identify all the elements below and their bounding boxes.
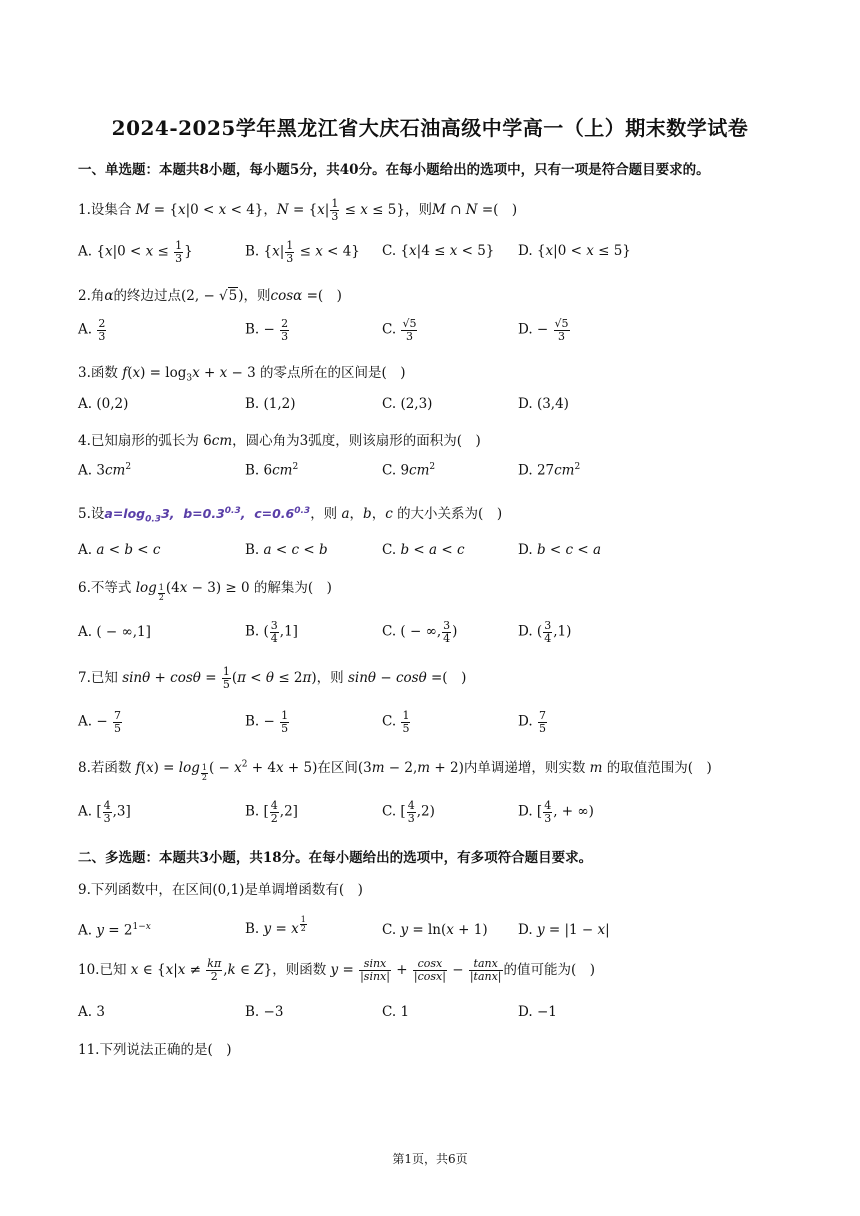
question-7: 7.已知 sinθ + cosθ = $\frac{1}{5}$ (π < θ ≤ 2π)，则 sinθ − cosθ =( ) (78, 665, 467, 691)
q3-option-b[interactable]: B. (1,2) (245, 396, 296, 412)
q7-option-c[interactable]: C. $\frac{1}{5}$ (382, 709, 410, 735)
q7-option-a[interactable]: A. − $\frac{7}{5}$ (78, 709, 121, 735)
question-10: 10.已知 x ∈ {x|x ≠ $\frac{k\pi}{2}$ ,k ∈ Z}，则函数 y = $\frac{\sin x}{|\sin x|}$ + $\frac{\cos x}{|\cos x|}$ − $\frac{\tan x}{|\tan x|}$ 的值可能为( ) (78, 957, 596, 983)
q6-option-c[interactable]: C. ( − ∞, $\frac{3}{4}$ ) (382, 619, 458, 645)
question-8: 8.若函数 f(x) = log $_{\frac{1}{2}}$ ( − $x^2 + 4x + 5$)在区间(3m − 2,m + 2)内单调递增，则实数 m 的取值范围为( ) (78, 759, 712, 782)
q2-option-d[interactable]: D. − $\frac{√5}{3}$ (518, 317, 569, 343)
q8-option-c[interactable]: C. [ $\frac{4}{3}$ ,2) (382, 799, 435, 825)
q5-option-c[interactable]: C. b < a < c (382, 542, 465, 558)
question-5: 5.设$a=\log_{0.3}3$, $b=0.3^{0.3}$, $c=0.6^{0.3}$，则 a，b，c 的大小关系为( ) (78, 505, 503, 525)
q7-option-b[interactable]: B. − $\frac{1}{5}$ (245, 709, 289, 735)
q10-option-a[interactable]: A. 3 (78, 1004, 105, 1020)
q4-option-b[interactable]: B. $6cm^2$ (245, 462, 299, 479)
q2-option-c[interactable]: C. $\frac{√5}{3}$ (382, 317, 417, 343)
q1-option-d[interactable]: D. {x|0 < x ≤ 5} (518, 243, 631, 259)
question-11: 11.下列说法正确的是( ) (78, 1042, 232, 1058)
q2-option-a[interactable]: A. $\frac{2}{3}$ (78, 317, 106, 343)
q6-option-d[interactable]: D. ( $\frac{3}{4}$ ,1) (518, 619, 572, 645)
q1-option-b[interactable]: B. {x| $\frac{1}{3}$ ≤ x < 4} (245, 239, 360, 265)
question-1: 1.设集合 M = {x|0 < x < 4}，N = {x| $\frac{1}{3}$ ≤ x ≤ 5}，则M ∩ N =( ) (78, 197, 518, 223)
q4-option-a[interactable]: A. $3cm^2$ (78, 462, 132, 479)
q2-option-b[interactable]: B. − $\frac{2}{3}$ (245, 317, 289, 343)
q5-option-a[interactable]: A. a < b < c (78, 542, 161, 558)
q9-option-a[interactable]: A. $y = 2^{1-x}$ (78, 922, 151, 939)
page-title: 2024-2025学年黑龙江省大庆石油高级中学高一（上）期末数学试卷 (111, 116, 749, 140)
q3-option-d[interactable]: D. (3,4) (518, 396, 569, 412)
q8-option-d[interactable]: D. [ $\frac{4}{3}$ , + ∞) (518, 799, 594, 825)
q4-option-d[interactable]: D. $27cm^2$ (518, 462, 581, 479)
q8-option-a[interactable]: A. [ $\frac{4}{3}$ ,3] (78, 799, 131, 825)
q1-option-a[interactable]: A. {x|0 < x ≤ $\frac{1}{3}$ } (78, 239, 193, 265)
q7-option-d[interactable]: D. $\frac{7}{5}$ (518, 709, 546, 735)
q1-option-c[interactable]: C. {x|4 ≤ x < 5} (382, 243, 495, 259)
q10-option-d[interactable]: D. −1 (518, 1004, 557, 1020)
question-9: 9.下列函数中，在区间(0,1)是单调增函数有( ) (78, 882, 363, 898)
question-3: 3.函数 $f(x) = \log_3x + x - 3$ 的零点所在的区间是( ) (78, 365, 406, 384)
section-multiple-choice: 二、多选题：本题共3小题，共18分。在每小题给出的选项中，有多项符合题目要求。 (78, 850, 593, 866)
q3-option-c[interactable]: C. (2,3) (382, 396, 433, 412)
q10-option-c[interactable]: C. 1 (382, 1004, 410, 1020)
q9-option-d[interactable]: D. y = |1 − x| (518, 922, 610, 938)
q9-option-c[interactable]: C. y = ln(x + 1) (382, 922, 488, 938)
page-footer: 第1页，共6页 (392, 1152, 468, 1166)
q5-formula-image: $a=\log_{0.3}3$, $b=0.3^{0.3}$, $c=0.6^{0.3}$ (104, 505, 311, 525)
q4-option-c[interactable]: C. $9cm^2$ (382, 462, 436, 479)
q6-option-a[interactable]: A. ( − ∞,1] (78, 624, 151, 640)
question-2: 2.角α的终边过点(2, − √5)，则cosα =( ) (78, 288, 342, 304)
q9-option-b[interactable]: B. y = x $^{\frac{1}{2}}$ (245, 915, 306, 937)
q5-option-d[interactable]: D. b < c < a (518, 542, 602, 558)
q5-option-b[interactable]: B. a < c < b (245, 542, 328, 558)
q8-option-b[interactable]: B. [ $\frac{4}{2}$ ,2] (245, 799, 298, 825)
question-4: 4.已知扇形的弧长为 6cm，圆心角为3弧度，则该扇形的面积为( ) (78, 433, 481, 449)
question-6: 6.不等式 log $_{\frac{1}{2}}$ (4x − 3) ≥ 0 的解集为( ) (78, 580, 332, 602)
q3-option-a[interactable]: A. (0,2) (78, 396, 129, 412)
q6-option-b[interactable]: B. ( $\frac{3}{4}$ ,1] (245, 619, 298, 645)
section-single-choice: 一、单选题：本题共8小题，每小题5分，共40分。在每小题给出的选项中，只有一项是符合题目要求的。 (78, 162, 710, 178)
q10-option-b[interactable]: B. −3 (245, 1004, 284, 1020)
